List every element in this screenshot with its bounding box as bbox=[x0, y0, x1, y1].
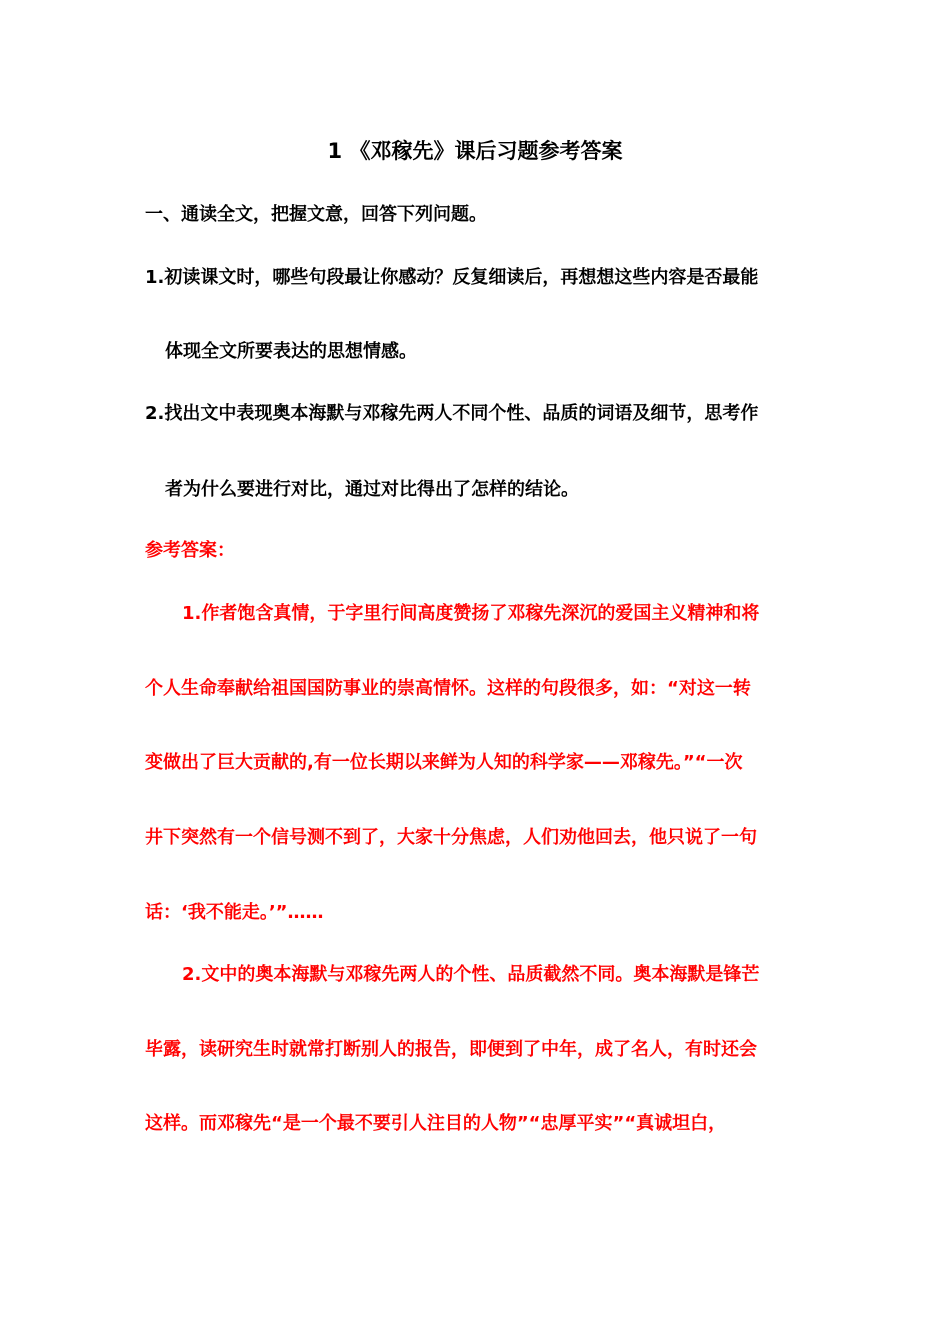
document-title: 1 《邓稼先》课后习题参考答案 bbox=[327, 139, 623, 163]
answer-1-line-5: 话：‘我不能走。’”…… bbox=[145, 902, 324, 923]
question-1-line-1: 1.初读课文时，哪些句段最让你感动？反复细读后，再想想这些内容是否最能 bbox=[145, 267, 759, 288]
answer-2-line-2: 毕露，读研究生时就常打断别人的报告，即便到了中年，成了名人，有时还会 bbox=[145, 1039, 757, 1060]
question-1-line-2: 体现全文所要表达的思想情感。 bbox=[165, 341, 417, 362]
question-2-line-2: 者为什么要进行对比，通过对比得出了怎样的结论。 bbox=[165, 479, 579, 500]
answer-1-line-1: 1.作者饱含真情，于字里行间高度赞扬了邓稼先深沉的爱国主义精神和将 bbox=[182, 603, 760, 624]
section-heading: 一、通读全文，把握文意，回答下列问题。 bbox=[145, 204, 487, 225]
answer-2-line-1: 2.文中的奥本海默与邓稼先两人的个性、品质截然不同。奥本海默是锋芒 bbox=[182, 964, 760, 985]
question-2-line-1: 2.找出文中表现奥本海默与邓稼先两人不同个性、品质的词语及细节，思考作 bbox=[145, 403, 759, 424]
answer-label: 参考答案： bbox=[145, 540, 235, 561]
answer-2-line-3: 这样。而邓稼先“是一个最不要引人注目的人物”“忠厚平实”“真诚坦白， bbox=[145, 1113, 727, 1134]
answer-1-line-4: 井下突然有一个信号测不到了，大家十分焦虑，人们劝他回去，他只说了一句 bbox=[145, 827, 757, 848]
answer-1-line-3: 变做出了巨大贡献的,有一位长期以来鲜为人知的科学家——邓稼先。”“一次 bbox=[145, 752, 743, 773]
answer-1-line-2: 个人生命奉献给祖国国防事业的崇高情怀。这样的句段很多，如：“对这一转 bbox=[145, 678, 751, 699]
